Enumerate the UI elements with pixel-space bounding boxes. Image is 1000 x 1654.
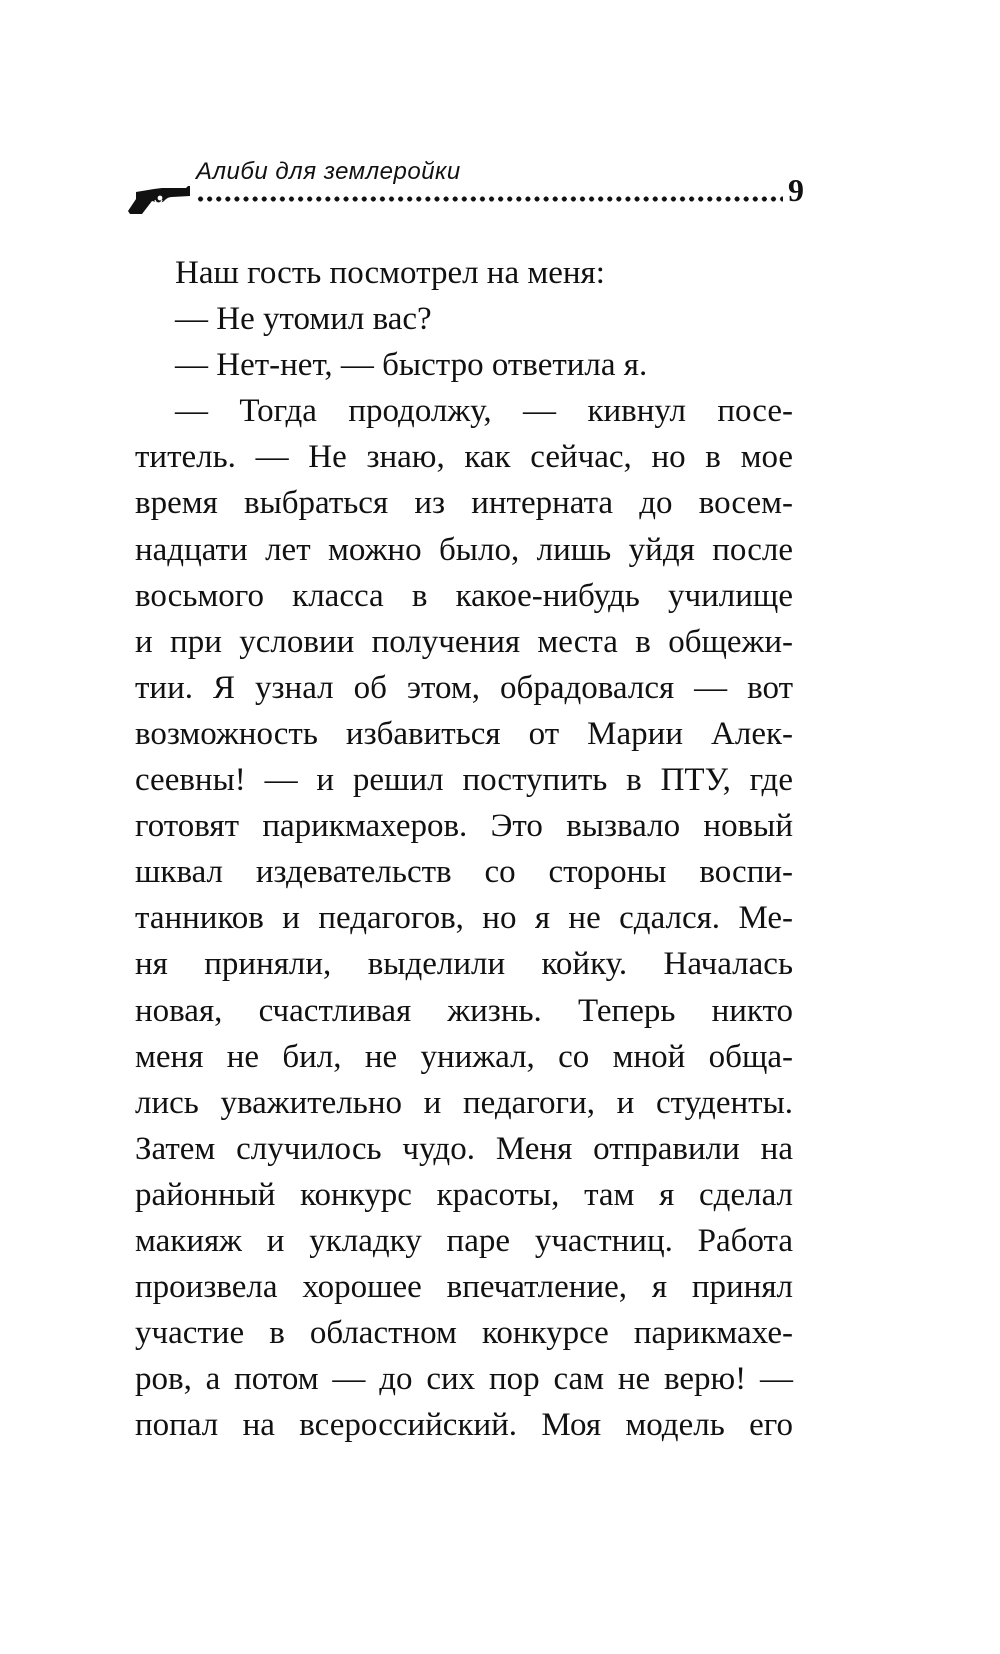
text-line: участие в областном конкурсе парикмахе-	[135, 1315, 793, 1352]
text-line: танников и педагогов, но я не сдался. Ме-	[135, 900, 793, 937]
text-line: — Нет-нет, — быстро ответила я.	[175, 347, 648, 384]
text-line: возможность избавиться от Марии Алек-	[135, 715, 793, 752]
revolver-icon	[128, 176, 192, 216]
text-line: попал на всероссийский. Моя модель его	[135, 1407, 793, 1444]
text-line: — Тогда продолжу, — кивнул посе-	[175, 393, 793, 430]
text-line: произвела хорошее впечатление, я принял	[135, 1269, 793, 1306]
text-line: восьмого класса в какое-нибудь училище	[135, 577, 793, 614]
text-line: сеевны! — и решил поступить в ПТУ, где	[135, 762, 793, 799]
text-line: титель. — Не знаю, как сейчас, но в мое	[135, 439, 793, 476]
text-line: лись уважительно и педагоги, и студенты.	[135, 1084, 793, 1121]
text-line: и при условии получения места в общежи-	[135, 623, 793, 660]
text-line: макияж и укладку паре участниц. Работа	[135, 1222, 793, 1259]
text-line: надцати лет можно было, лишь уйдя после	[135, 531, 793, 568]
book-text	[135, 250, 793, 1448]
text-line: — Не утомил вас?	[175, 301, 432, 338]
dotted-leader	[196, 196, 783, 202]
text-line: время выбраться из интерната до восем-	[135, 485, 793, 522]
text-line: меня не бил, не унижал, со мной обща-	[135, 1038, 793, 1075]
text-line: готовят парикмахеров. Это вызвало новый	[135, 808, 793, 845]
text-line: тии. Я узнал об этом, обрадовался — вот	[135, 669, 793, 706]
text-line: шквал издевательств со стороны воспи-	[135, 854, 793, 891]
page-number: 9	[788, 172, 804, 208]
page-header	[0, 0, 1000, 230]
text-line: районный конкурс красоты, там я сделал	[135, 1176, 793, 1213]
text-line: Наш гость посмотрел на меня:	[175, 255, 605, 291]
text-line: ня приняли, выделили койку. Началась	[135, 946, 793, 983]
running-title: Алиби для землеройки	[196, 158, 461, 185]
text-line: новая, счастливая жизнь. Теперь никто	[135, 992, 793, 1029]
text-line: Затем случилось чудо. Меня отправили на	[135, 1130, 793, 1167]
text-line: ров, а потом — до сих пор сам не верю! —	[135, 1361, 793, 1398]
